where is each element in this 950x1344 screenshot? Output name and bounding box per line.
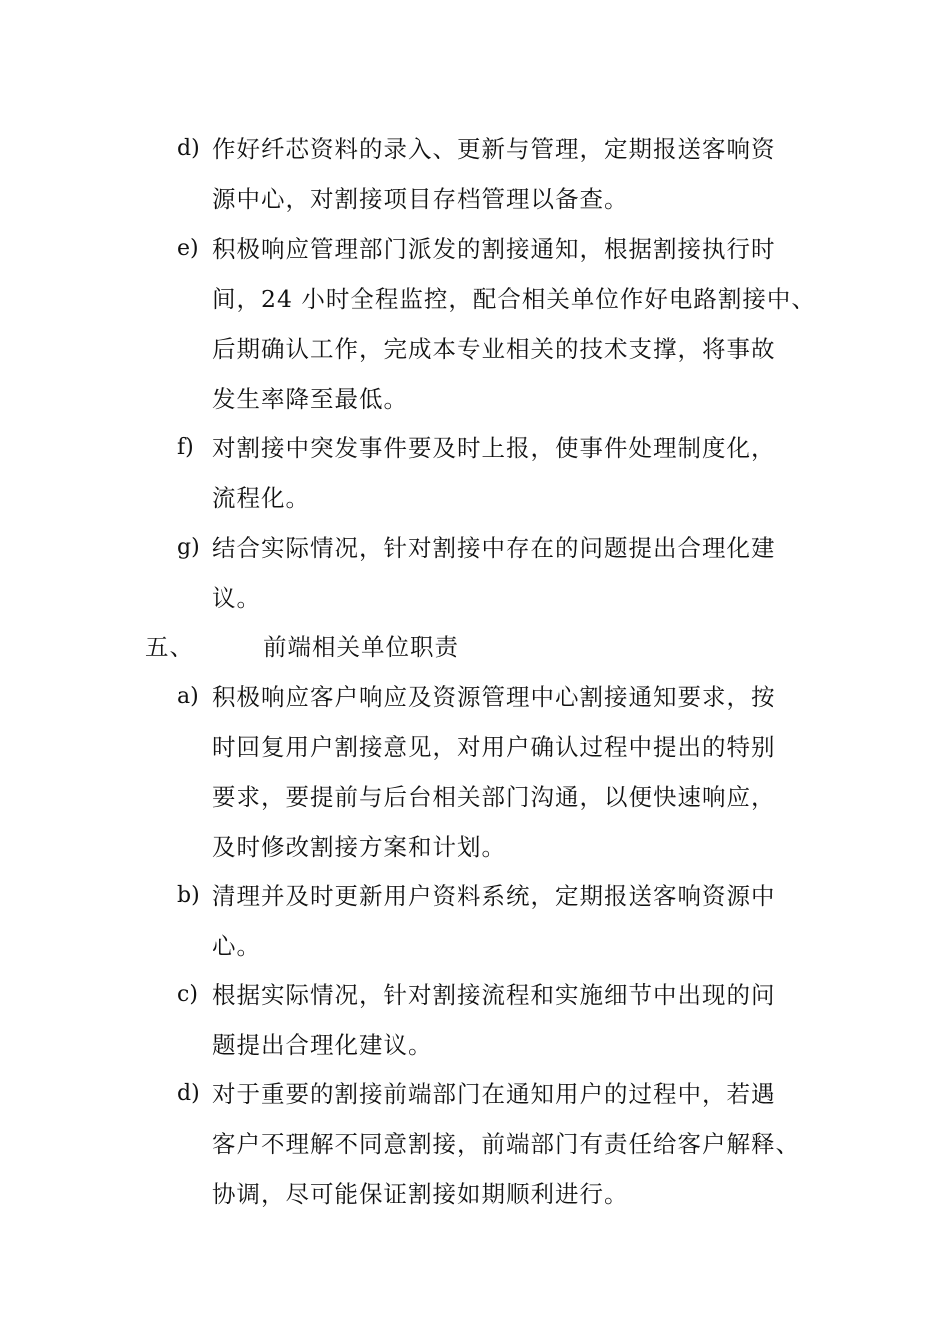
list-item <box>177 871 837 971</box>
list-item <box>177 523 837 623</box>
text-line: 协调，尽可能保证割接如期顺利进行。 <box>212 1180 629 1208</box>
list-marker: f) <box>177 435 194 460</box>
list-item <box>177 224 837 424</box>
text-line: 要求，要提前与后台相关部门沟通，以便快速响应， <box>212 783 776 811</box>
text-line: 心。 <box>212 932 261 960</box>
text-line: 间，24 小时全程监控，配合相关单位作好电路割接中、 <box>212 285 816 313</box>
text-line: 源中心，对割接项目存档管理以备查。 <box>212 185 629 213</box>
text-line: 积极响应客户响应及资源管理中心割接通知要求，按 <box>212 683 776 711</box>
list-item-text <box>212 672 837 872</box>
list-item <box>177 672 837 872</box>
text-line: 清理并及时更新用户资料系统，定期报送客响资源中 <box>212 882 776 910</box>
list-marker: d) <box>177 136 200 161</box>
text-line: 题提出合理化建议。 <box>212 1031 433 1059</box>
text-line: 流程化。 <box>212 484 310 512</box>
list-item-text <box>212 871 837 971</box>
list-item <box>177 970 837 1070</box>
list-marker: g) <box>177 535 200 560</box>
text-line: 客户不理解不同意割接，前端部门有责任给客户解释、 <box>212 1130 800 1158</box>
text-line: 对割接中突发事件要及时上报，使事件处理制度化， <box>212 434 776 462</box>
list-marker: e) <box>177 236 199 261</box>
list-item-text <box>212 124 837 224</box>
text-line: 及时修改割接方案和计划。 <box>212 833 506 861</box>
list-item-text <box>212 523 837 623</box>
list-item-text <box>212 224 837 424</box>
text-line: 后期确认工作，完成本专业相关的技术支撑，将事故 <box>212 335 776 363</box>
list-item <box>177 423 837 523</box>
section-title: 前端相关单位职责 <box>263 633 459 661</box>
list-marker: a) <box>177 684 199 709</box>
list-item <box>177 1069 837 1219</box>
list-item-text <box>212 1069 837 1219</box>
text-line: 时回复用户割接意见，对用户确认过程中提出的特别 <box>212 733 776 761</box>
text-line: 积极响应管理部门派发的割接通知，根据割接执行时 <box>212 235 776 263</box>
text-line: 发生率降至最低。 <box>212 385 408 413</box>
section-number: 五、 <box>145 633 194 661</box>
text-line: 对于重要的割接前端部门在通知用户的过程中，若遇 <box>212 1080 776 1108</box>
list-marker: b) <box>177 883 200 908</box>
text-line: 根据实际情况，针对割接流程和实施细节中出现的问 <box>212 981 776 1009</box>
text-line: 结合实际情况，针对割接中存在的问题提出合理化建 <box>212 534 776 562</box>
list-item-text <box>212 970 837 1070</box>
list-item-text <box>212 423 837 523</box>
list-marker: d) <box>177 1081 200 1106</box>
text-line: 作好纤芯资料的录入、更新与管理，定期报送客响资 <box>212 135 776 163</box>
text-line: 议。 <box>212 584 261 612</box>
list-marker: c) <box>177 982 198 1007</box>
list-item <box>177 124 837 224</box>
